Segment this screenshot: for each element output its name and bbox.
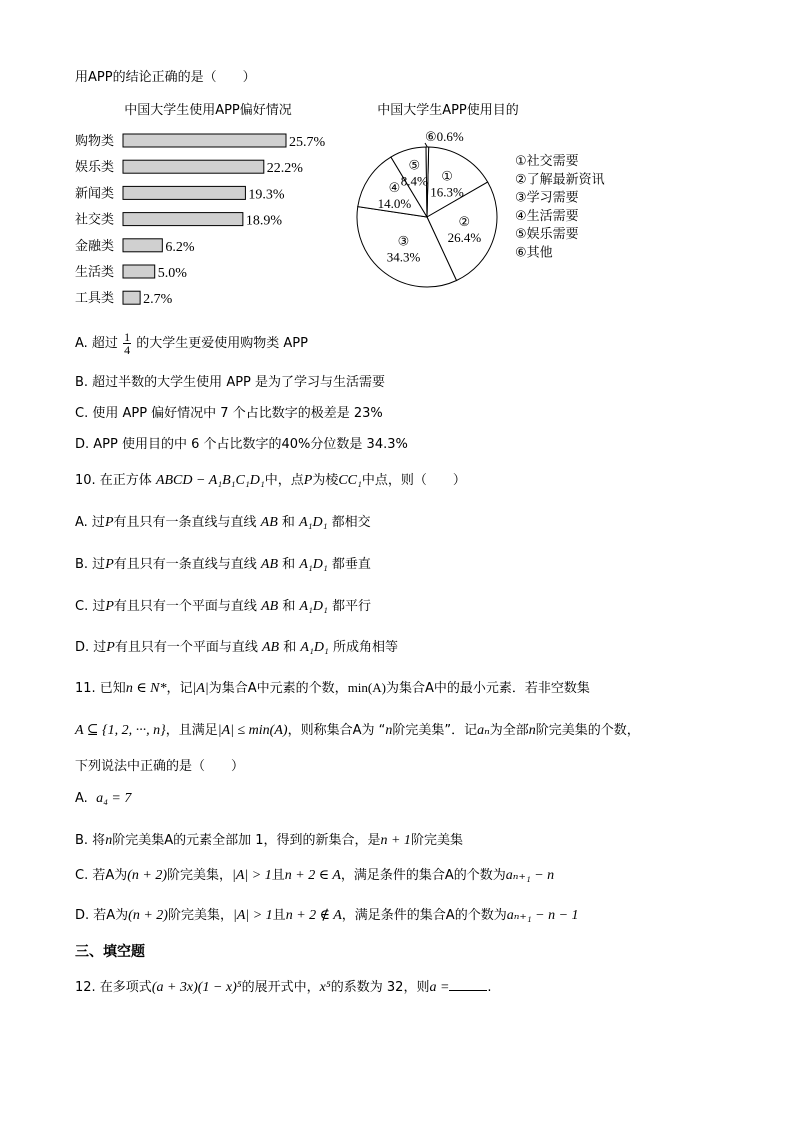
bar bbox=[123, 186, 245, 199]
pie-legend-item: ⑥其他 bbox=[515, 245, 553, 261]
bar-value-label: 19.3% bbox=[248, 187, 285, 203]
q9-option-a: A. 超过 $\frac{1}{4}$ 的大学生更爱使用购物类 APP bbox=[75, 330, 308, 357]
pie-chart-title: 中国大学生APP使用目的 bbox=[377, 103, 519, 118]
pie-chart bbox=[357, 129, 497, 287]
bar-chart bbox=[75, 133, 326, 307]
bar-value-label: 18.9% bbox=[245, 213, 283, 229]
pie-slice-value: 14.0% bbox=[377, 196, 412, 212]
bar-category-label: 娱乐类 bbox=[75, 160, 115, 176]
pie-slice-value: 16.3% bbox=[430, 184, 464, 200]
bar bbox=[123, 213, 243, 226]
pie-legend-item: ④生活需要 bbox=[515, 208, 579, 224]
answer-blank[interactable] bbox=[449, 978, 487, 991]
pie-slice-label: ⑥0.6% bbox=[425, 129, 464, 144]
bar-value-label: 22.2% bbox=[266, 161, 303, 177]
bar bbox=[123, 160, 264, 173]
pie-legend-item: ③学习需要 bbox=[515, 190, 579, 206]
pie-slice-marker: ① bbox=[441, 169, 453, 185]
q9-option-c: C. 使用 APP 偏好情况中 7 个占比数字的极差是 23% bbox=[75, 406, 383, 421]
question-11-stem-line-1: 11. 已知n ∈ N*，记|A|为集合A中元素的个数，min(A)为集合A中的最小元素．若非空数集 bbox=[75, 680, 590, 696]
q10-option-a: A. 过P有且只有一条直线与直线 AB 和 A₁D₁ 都相交 bbox=[75, 515, 371, 530]
bar-category-label: 生活类 bbox=[75, 265, 115, 280]
bar-value-label: 5.0% bbox=[157, 266, 187, 281]
question-12-stem: 12. 在多项式(a + 3x)(1 − x)⁵的展开式中，x⁵的系数为 32，则a = . bbox=[75, 980, 492, 995]
bar bbox=[123, 239, 162, 252]
pie-legend-item: ⑤娱乐需要 bbox=[515, 227, 579, 243]
section-heading: 三、填空题 bbox=[75, 944, 145, 960]
bar bbox=[123, 134, 286, 147]
bar-category-label: 社交类 bbox=[75, 212, 115, 228]
bar-category-label: 新闻类 bbox=[75, 186, 115, 202]
pie-slice-value: 26.4% bbox=[447, 229, 482, 245]
q11-option-d: D. 若A为(n + 2)阶完美集，|A| > 1且n + 2 ∉ A，满足条件的集合A的个数为aₙ₊₁ − n − 1 bbox=[75, 908, 579, 923]
fraction-one-quarter: $\frac{1}{4}$ bbox=[124, 330, 131, 357]
pie-legend-item: ②了解最新资讯 bbox=[515, 172, 605, 188]
bar bbox=[123, 265, 155, 278]
q11-option-a: A. a₄ = 7 bbox=[75, 791, 132, 806]
bar-value-label: 25.7% bbox=[289, 135, 326, 150]
bar-category-label: 工具类 bbox=[75, 291, 115, 307]
charts-figure bbox=[0, 90, 794, 410]
pie-legend bbox=[515, 153, 605, 261]
bar-category-label: 金融类 bbox=[75, 238, 115, 254]
pie-slice-marker: ② bbox=[458, 214, 471, 230]
q11-option-c: C. 若A为(n + 2)阶完美集，|A| > 1且n + 2 ∈ A，满足条件的集合A的个数为aₙ₊₁ − n bbox=[75, 868, 555, 883]
bar-chart-title: 中国大学生使用APP偏好情况 bbox=[124, 103, 292, 118]
question-11-stem-line-2: A ⊆ {1, 2, ···, n}，且满足|A| ≤ min(A)，则称集合A为 “n阶完美集”．记aₙ为全部n阶完美集的个数， bbox=[75, 723, 640, 738]
question-9-stem: 用APP的结论正确的是（ ） bbox=[75, 70, 256, 85]
question-10-stem: 10. 在正方体 ABCD − A₁B₁C₁D₁中，点P为棱CC₁中点，则（ ） bbox=[75, 473, 466, 488]
pie-slice-value: 34.3% bbox=[386, 249, 421, 265]
q11-option-b: B. 将n阶完美集A的元素全部加 1，得到的新集合，是n + 1阶完美集 bbox=[75, 833, 463, 848]
bar bbox=[123, 291, 140, 304]
q9-option-b: B. 超过半数的大学生使用 APP 是为了学习与生活需要 bbox=[75, 375, 386, 390]
q10-option-b: B. 过P有且只有一条直线与直线 AB 和 A₁D₁ 都垂直 bbox=[75, 557, 371, 572]
pie-slice-marker: ③ bbox=[397, 234, 410, 250]
question-11-stem-line-3: 下列说法中正确的是（ ） bbox=[75, 759, 245, 774]
pie-slice-value: 8.4% bbox=[400, 173, 428, 189]
pie-legend-item: ①社交需要 bbox=[515, 154, 579, 169]
bar-value-label: 2.7% bbox=[143, 292, 173, 308]
q10-option-d: D. 过P有且只有一个平面与直线 AB 和 A₁D₁ 所成角相等 bbox=[75, 640, 398, 655]
pie-slice-marker: ④ bbox=[388, 181, 401, 197]
bar-value-label: 6.2% bbox=[165, 239, 195, 255]
bar-category-label: 购物类 bbox=[75, 134, 115, 149]
pie-slice-marker: ⑤ bbox=[408, 158, 421, 174]
q9-option-d: D. APP 使用目的中 6 个占比数字的40%分位数是 34.3% bbox=[75, 437, 408, 452]
q10-option-c: C. 过P有且只有一个平面与直线 AB 和 A₁D₁ 都平行 bbox=[75, 599, 372, 614]
